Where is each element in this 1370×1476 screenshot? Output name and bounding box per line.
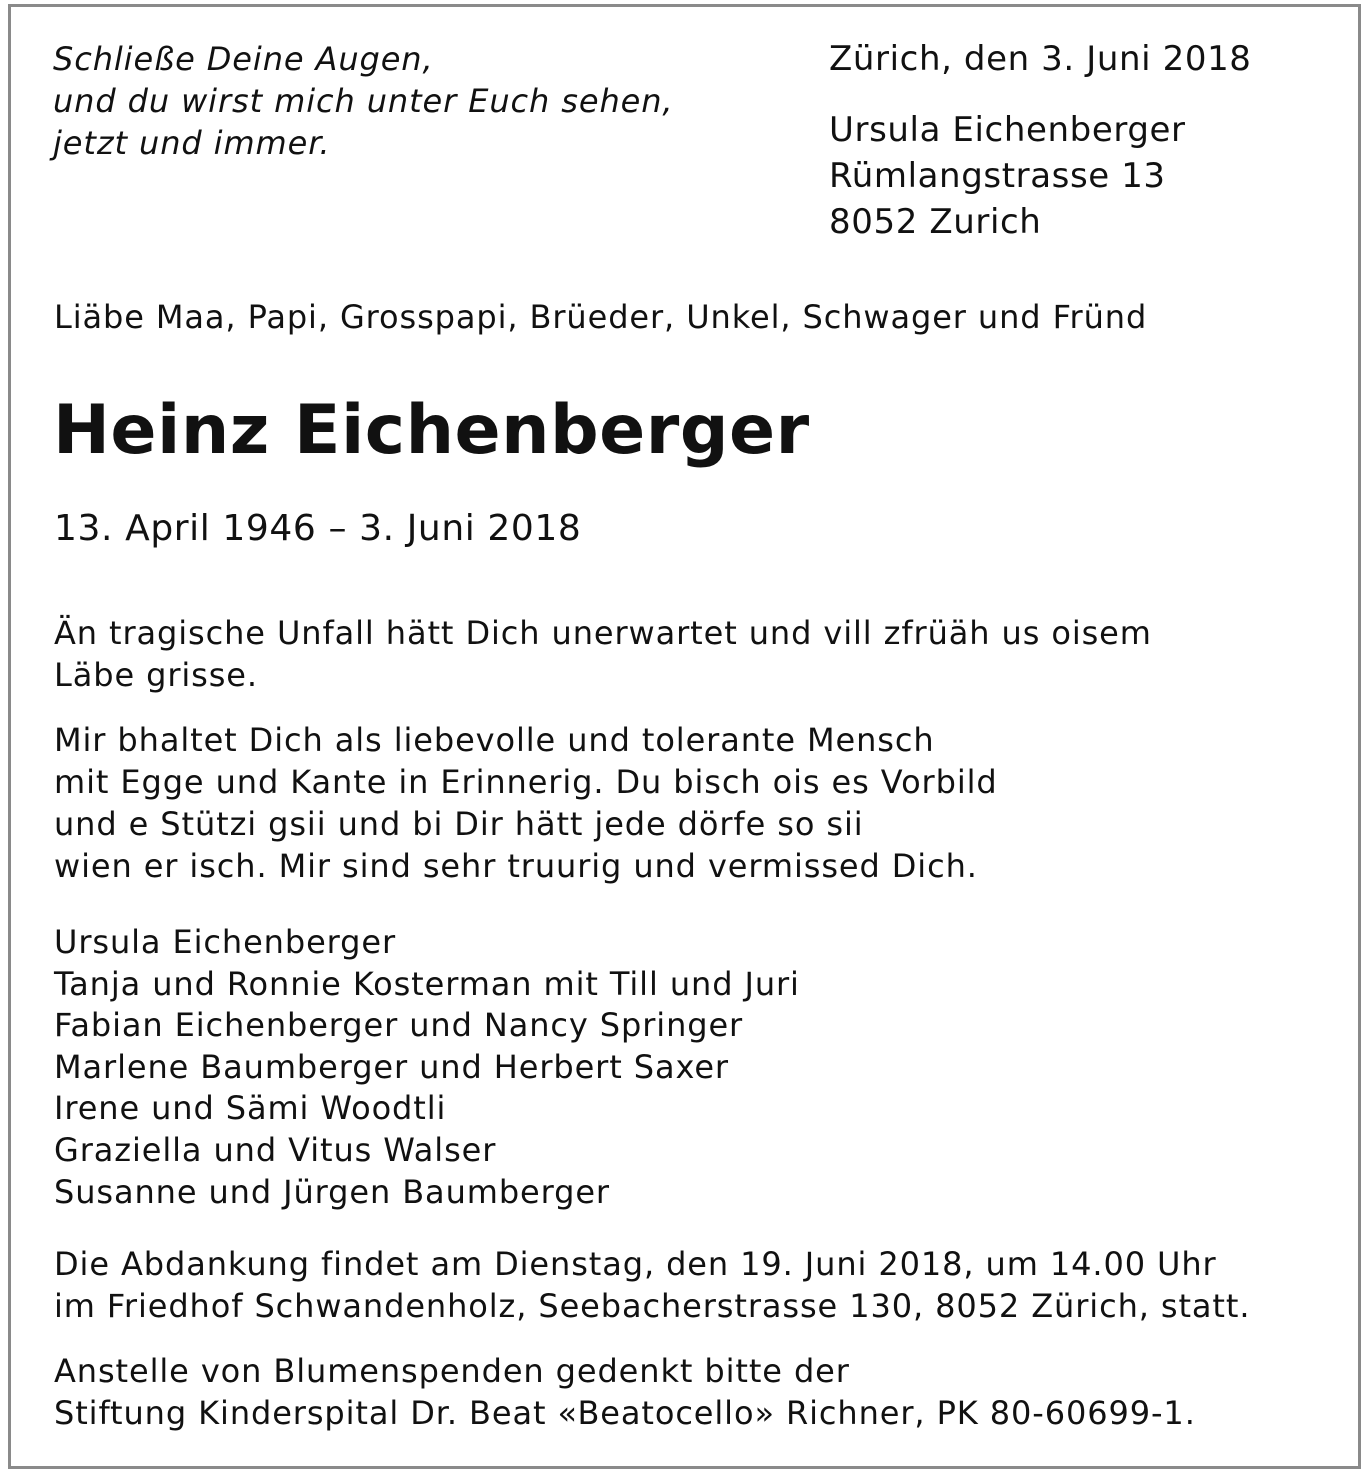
donation-line: Anstelle von Blumenspenden gedenkt bitte der — [54, 1352, 850, 1390]
message-line: Läbe grisse. — [54, 656, 258, 694]
message-line: wien er isch. Mir sind sehr truurig und vermissed Dich. — [54, 847, 978, 885]
donation-info — [54, 1350, 1196, 1434]
motto-line: jetzt und immer. — [53, 124, 331, 162]
motto-line: und du wirst mich unter Euch sehen, — [53, 82, 674, 120]
deceased-name: Heinz Eichenberger — [53, 391, 810, 470]
mourner-entry: Graziella und Vitus Walser — [54, 1130, 497, 1169]
life-dates: 13. April 1946 – 3. Juni 2018 — [54, 508, 582, 549]
service-line: im Friedhof Schwandenholz, Seebacherstrasse 130, 8052 Zürich, statt. — [54, 1287, 1251, 1325]
mourner-entry: Ursula Eichenberger — [54, 923, 397, 961]
message-paragraph-2 — [54, 719, 998, 887]
message-line: Än tragische Unfall hätt Dich unerwartet und vill zfrüäh us oisem — [54, 614, 1152, 652]
donation-line: Stiftung Kinderspital Dr. Beat «Beatocello» Richner, PK 80-60699-1. — [54, 1394, 1196, 1432]
salutation: Liäbe Maa, Papi, Grosspapi, Brüeder, Unkel, Schwager und Fründ — [54, 298, 1148, 336]
message-paragraph-1 — [54, 612, 1152, 696]
place-date: Zürich, den 3. Juni 2018 — [829, 39, 1252, 79]
mourner-entry: Fabian Eichenberger und Nancy Springer — [54, 1006, 744, 1045]
mourner-entry: Irene und Sämi Woodtli — [54, 1089, 447, 1128]
mourners-list — [54, 922, 800, 1213]
service-info — [54, 1243, 1250, 1327]
mourner-entry: Susanne und Jürgen Baumberger — [54, 1172, 610, 1211]
message-line: Mir bhaltet Dich als liebevolle und tolerante Mensch — [54, 721, 935, 759]
message-line: mit Egge und Kante in Erinnerig. Du bisch ois es Vorbild — [54, 763, 998, 801]
motto-verse — [53, 38, 673, 164]
sender-address-line: Ursula Eichenberger — [829, 110, 1186, 150]
mourner-entry: Marlene Baumberger und Herbert Saxer — [54, 1047, 729, 1086]
service-line: Die Abdankung findet am Dienstag, den 19. Juni 2018, um 14.00 Uhr — [54, 1245, 1217, 1283]
message-line: und e Stützi gsii und bi Dir hätt jede dörfe so sii — [54, 805, 864, 843]
sender-address-line: Rümlangstrasse 13 — [829, 156, 1166, 196]
mourner-entry: Tanja und Ronnie Kosterman mit Till und Juri — [54, 964, 800, 1003]
sender-address-line: 8052 Zurich — [829, 202, 1042, 242]
sender-address — [829, 107, 1186, 245]
motto-line: Schließe Deine Augen, — [53, 40, 434, 78]
